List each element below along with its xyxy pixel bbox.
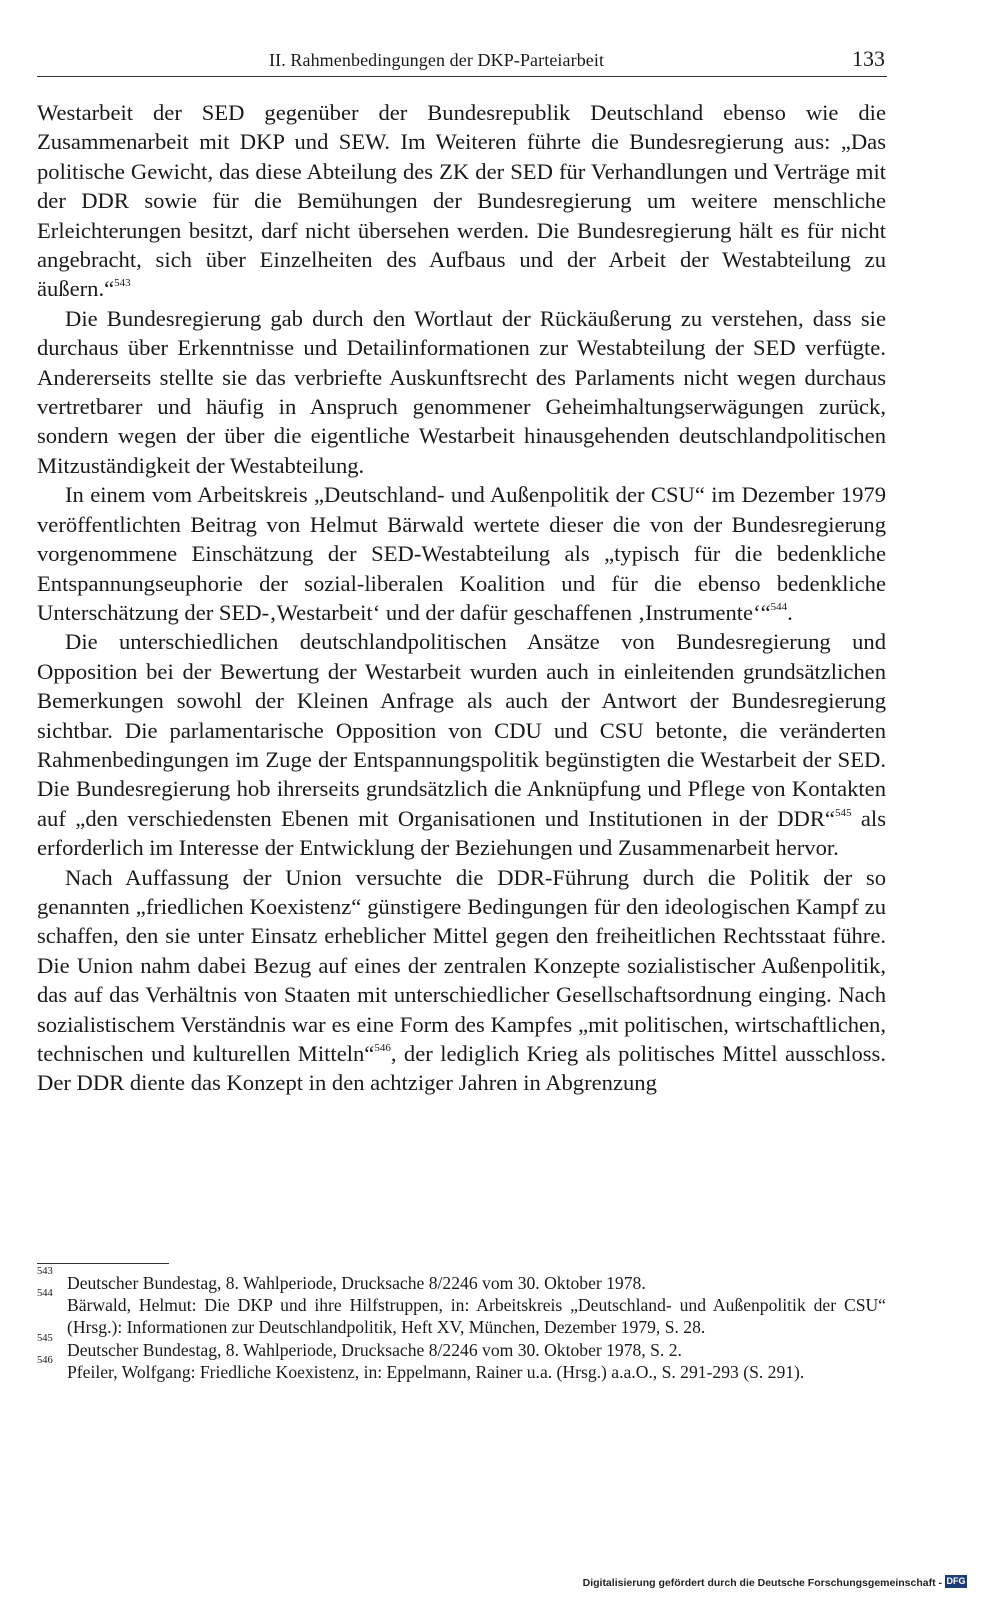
footnote-reference-545[interactable]: 545 — [834, 806, 852, 819]
footnote-543 — [37, 1266, 886, 1294]
dfg-logo: DFG — [946, 1576, 966, 1586]
paragraph-text: , der lediglich Krieg als politisches Mittel ausschloss. Der DDR diente das Konzept in den achtziger Jahren in Abgrenzung — [37, 1041, 886, 1096]
paragraph-text: Die Bundesregierung gab durch den Wortlaut der Rückäußerung zu verstehen, dass sie durchaus über Erkenntnisse und Detailinformationen zur Westabteilung der SED verfügte. Andererseits stellte sie das verbriefte Auskunftsrecht des Parlaments nicht wegen durchaus vertretbarer und häufig in Anspruch genommener Geheimhaltungserwägungen zurück, sondern wegen der über die eigentliche Westarbeit hinausgehenden deutschlandpolitischen Mitzuständigkeit der Westabteilung. — [37, 305, 886, 478]
footnote-reference-543[interactable]: 543 — [114, 277, 131, 290]
footnotes — [37, 1266, 886, 1383]
body-text — [37, 98, 886, 1098]
page-number: 133 — [852, 46, 885, 71]
paragraph-5 — [37, 863, 886, 1098]
paragraph-2 — [37, 304, 886, 480]
paragraph-text: Nach Auffassung der Union versuchte die DDR-Führung durch die Politik der so genannten „friedlichen Koexistenz“ günstigere Bedingungen für den ideologischen Kampf zu schaffen, den sie unter Einsatz erheblicher Mittel gegen den freiheitlichen Rechtsstaat führe. Die Union nahm dabei Bezug auf eines der zentralen Konzepte sozialistischer Außenpolitik, das auf das Verhältnis von Staaten mit unterschiedlicher Gesellschaftsordnung einging. Nach sozialistischem Verständnis war es eine Form des Kampfes „mit politischen, wirtschaftlichen, technischen und kulturellen Mitteln“ — [37, 864, 886, 1066]
footnote-text: Deutscher Bundestag, 8. Wahlperiode, Drucksache 8/2246 vom 30. Oktober 1978, S. 2. — [67, 1339, 682, 1360]
paragraph-text: . — [787, 599, 793, 625]
footnote-text: Deutscher Bundestag, 8. Wahlperiode, Drucksache 8/2246 vom 30. Oktober 1978. — [67, 1273, 646, 1293]
paragraph-text: Die unterschiedlichen deutschlandpolitischen Ansätze von Bundesregierung und Opposition bei der Bewertung der Westarbeit wurden auch in einleitenden grundsätzlichen Bemerkungen sowohl der Kleinen Anfrage als auch der Antwort der Bundesregierung sichtbar. Die parlamentarische Opposition von CDU und CSU betonte, die veränderten Rahmenbedingungen im Zuge der Entspannungspolitik begünstigten die Westarbeit der SED. Die Bundesregierung hob ihrerseits grundsätzlich die Anknüpfung und Pflege von Kontakten auf „den verschiedensten Ebenen mit Organisationen und Institutionen in der DDR“ — [37, 629, 886, 831]
footnote-number: 546 — [37, 1354, 53, 1366]
footnote-reference-544[interactable]: 544 — [770, 600, 788, 613]
running-head — [37, 46, 887, 77]
paragraph-text: als erforderlich im Interesse der Entwicklung der Beziehungen und Zusammenarbeit hervor. — [37, 805, 886, 861]
footnote-text: Pfeiler, Wolfgang: Friedliche Koexistenz, in: Eppelmann, Rainer u.a. (Hrsg.) a.a.O., S. 291-293 (S. 291). — [67, 1361, 805, 1382]
paragraph-4 — [37, 627, 886, 862]
running-title: II. Rahmenbedingungen der DKP-Parteiarbeit — [269, 50, 605, 70]
digitization-funding-note: Digitalisierung gefördert durch die Deutsche Forschungsgemeinschaft - — [582, 1577, 942, 1589]
footnote-number: 544 — [37, 1288, 53, 1300]
footnote-546 — [37, 1354, 886, 1383]
paragraph-text: Westarbeit der SED gegenüber der Bundesrepublik Deutschland ebenso wie die Zusammenarbeit mit DKP und SEW. Im Weiteren führte die Bundesregierung aus: „Das politische Gewicht, das diese Abteilung des ZK der SED für Verhandlungen und Verträge mit der DDR sowie für die Bemühungen der Bundesregierung um weitere menschliche Erleichterungen besitzt, darf nicht übersehen werden. Die Bundesregierung hält es für nicht angebracht, sich über Einzelheiten des Aufbaus und der Arbeit der Westabteilung zu äußern.“ — [37, 100, 886, 302]
footnote-divider — [37, 1263, 169, 1264]
paragraph-1 — [37, 98, 886, 304]
footnote-545 — [37, 1332, 886, 1361]
footnote-544 — [37, 1288, 886, 1338]
footnote-text: Bärwald, Helmut: Die DKP und ihre Hilfstruppen, in: Arbeitskreis „Deutschland- und Außenpolitik der CSU“ (Hrsg.): Informationen zur Deutschlandpolitik, Heft XV, München, Dezember 1979, S. 28. — [67, 1295, 886, 1338]
footnote-reference-546[interactable]: 546 — [374, 1042, 391, 1054]
paragraph-text: In einem vom Arbeitskreis „Deutschland- und Außenpolitik der CSU“ im Dezember 1979 veröffentlichten Beitrag von Helmut Bärwald wertete dieser die von der Bundesregierung vorgenommene Einschätzung der SED-Westabteilung als „typisch für die bedenkliche Entspannungseuphorie der sozial-liberalen Koalition und für die ebenso bedenkliche Unterschätzung der SED-‚Westarbeit‘ und der dafür geschaffenen ‚Instrumente‘“ — [37, 482, 886, 625]
footnote-number: 545 — [37, 1332, 53, 1344]
footnote-number: 543 — [37, 1266, 53, 1277]
paragraph-3 — [37, 480, 886, 627]
